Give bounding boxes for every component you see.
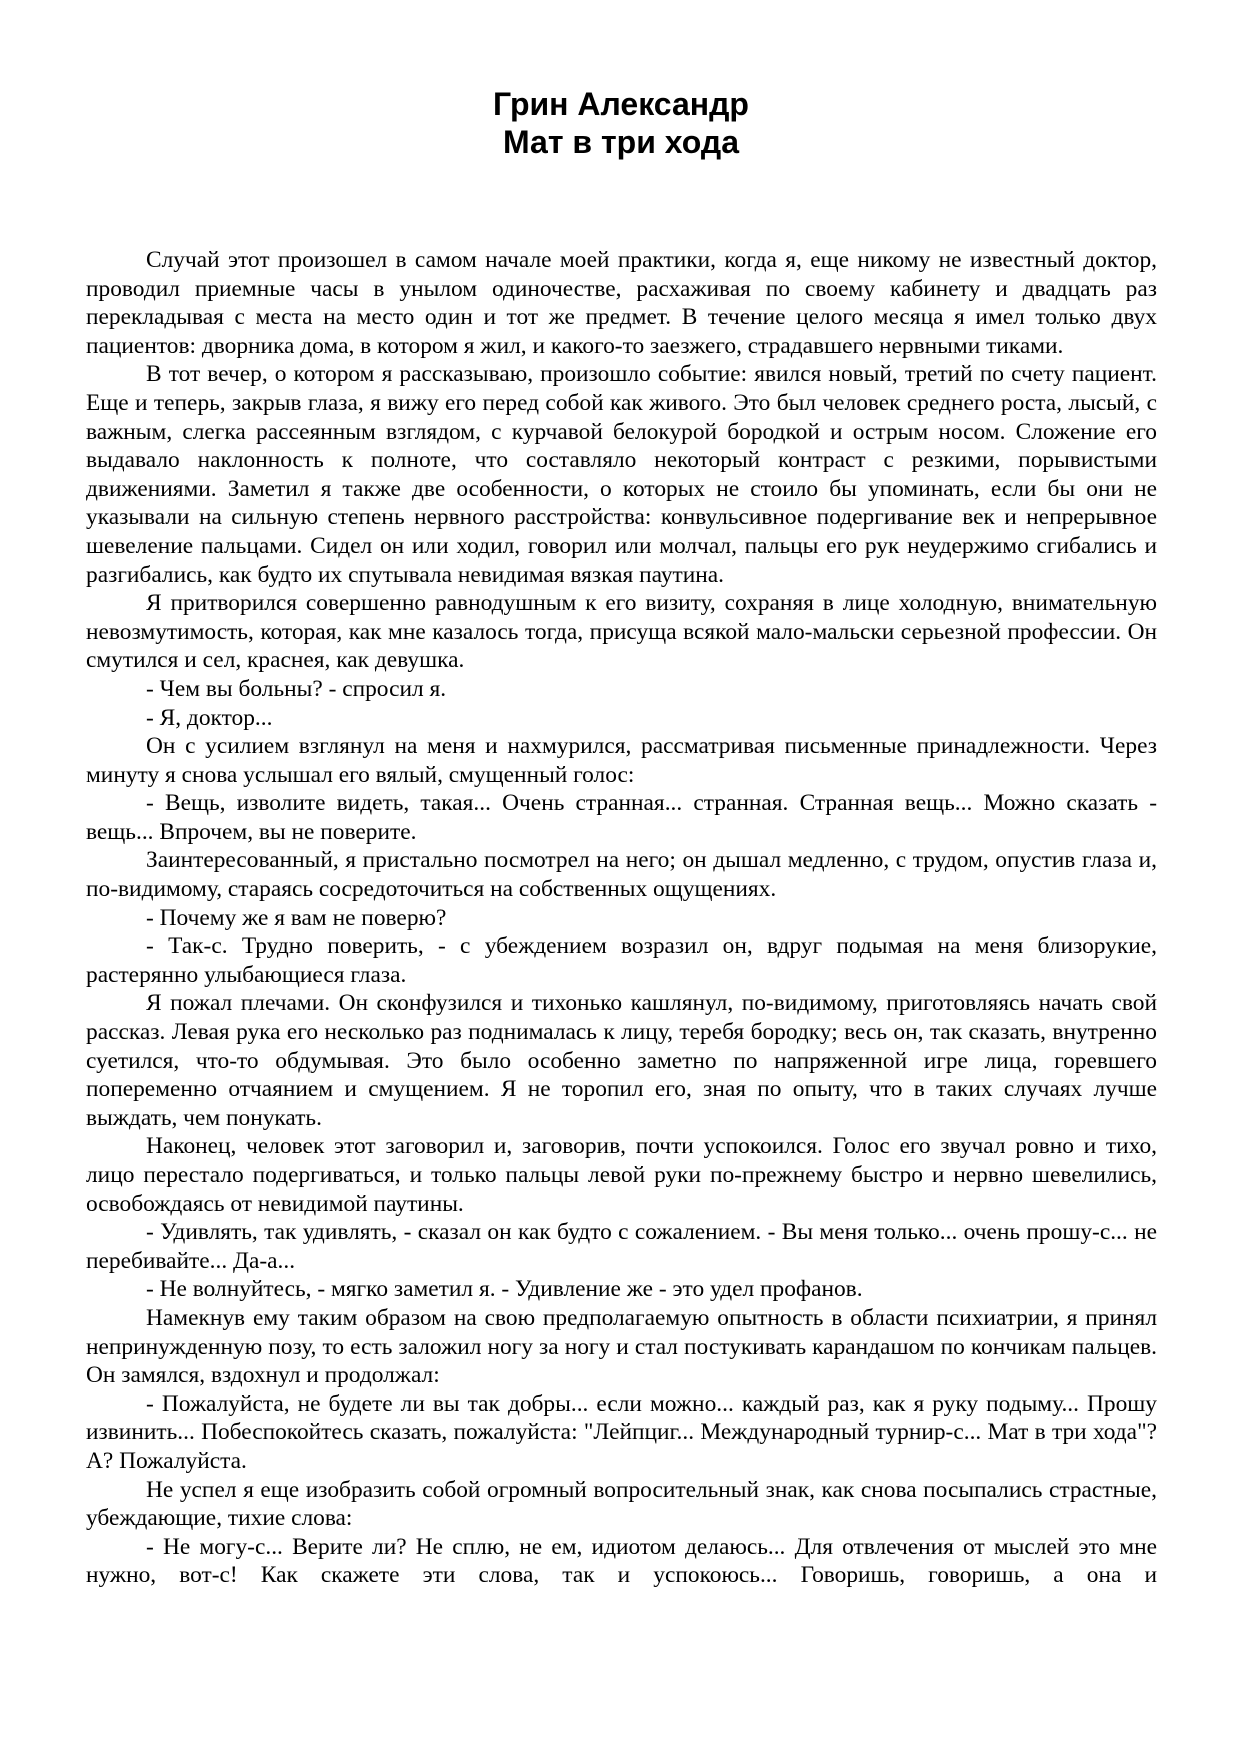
paragraph: Случай этот произошел в самом начале моей практики, когда я, еще никому не известный доктор, проводил приемные часы в унылом одиночестве, расхаживая по своему кабинету и двадцать раз перекладывая с места на место один и тот же предмет. В течение целого месяца я имел только двух пациентов: дворника дома, в котором я жил, и какого-то заезжего, страдавшего нервными тиками. <box>86 247 1157 359</box>
paragraph: Заинтересованный, я пристально посмотрел на него; он дышал медленно, с трудом, опустив глаза и, по-видимому, стараясь сосредоточиться на собственных ощущениях. <box>86 847 1157 903</box>
paragraph: - Не могу-с... Верите ли? Не сплю, не ем, идиотом делаюсь... Для отвлечения от мыслей это мне нужно, вот-с! Как скажете эти слова, так и успокоюсь... Говоришь, говоришь, а она и <box>86 1533 1157 1589</box>
paragraph: - Удивлять, так удивлять, - сказал он как будто с сожалением. - Вы меня только... очень прошу-с... не перебивайте... Да-а... <box>86 1219 1157 1274</box>
body-text <box>86 246 1157 1590</box>
paragraph: Намекнув ему таким образом на свою предполагаемую опытность в области психиатрии, я принял непринужденную позу, то есть заложил ногу за ногу и стал постукивать карандашом по кончикам пальцев. Он замялся, вздохнул и продолжал: <box>86 1304 1157 1389</box>
paragraph: - Так-с. Трудно поверить, - с убеждением возразил он, вдруг подымая на меня близорукие, растерянно улыбающиеся глаза. <box>86 933 1157 988</box>
paragraph: - Не волнуйтесь, - мягко заметил я. - Удивление же - это удел профанов. <box>146 1276 863 1303</box>
paragraph: Я пожал плечами. Он сконфузился и тихонько кашлянул, по-видимому, приготовляясь начать свой рассказ. Левая рука его несколько раз поднималась к лицу, теребя бородку; весь он, так сказать, внутренно суетился, что-то обдумывая. Это было особенно заметно по напряженной игре лица, горевшего попеременно отчаянием и смущением. Я не торопил его, зная по опыту, что в таких случаях лучше выждать, чем понукать. <box>86 990 1157 1131</box>
author-name: Грин Александр <box>493 86 749 122</box>
paragraph: В тот вечер, о котором я рассказываю, произошло событие: явился новый, третий по счету пациент. Еще и теперь, закрыв глаза, я вижу его перед собой как живого. Это был человек среднего роста, лысый, с важным, слегка рассеянным взглядом, с курчавой белокурой бородкой и острым носом. Сложение его выдавало наклонность к полноте, что составляло некоторый контраст с резкими, порывистыми движениями. Заметил я также две особенности, о которых не стоило бы упоминать, если бы они не указывали на сильную степень нервного расстройства: конвульсивное подергивание век и непрерывное шевеление пальцами. Сидел он или ходил, говорил или молчал, пальцы его рук неудержимо сгибались и разгибались, как будто их спутывала невидимая вязкая паутина. <box>86 361 1157 588</box>
paragraph: - Пожалуйста, не будете ли вы так добры... если можно... каждый раз, как я руку подыму... Прошу извинить... Побеспокойтесь сказать, пожалуйста: "Лейпциг... Международный турнир-с... Мат в три хода"? А? Пожалуйста. <box>86 1390 1157 1474</box>
paragraph: - Вещь, изволите видеть, такая... Очень странная... странная. Странная вещь... Можно сказать - вещь... Впрочем, вы не поверите. <box>86 790 1157 845</box>
title-block <box>0 85 1242 161</box>
story-title: Мат в три хода <box>503 124 739 160</box>
paragraph: Он с усилием взглянул на меня и нахмурился, рассматривая письменные принадлежности. Через минуту я снова услышал его вялый, смущенный голос: <box>86 733 1157 788</box>
paragraph: - Я, доктор... <box>146 704 273 731</box>
paragraph: Наконец, человек этот заговорил и, заговорив, почти успокоился. Голос его звучал ровно и тихо, лицо перестало подергиваться, и только пальцы левой руки по-прежнему быстро и нервно шевелились, освобождаясь от невидимой паутины. <box>86 1133 1157 1217</box>
paragraph: Я притворился совершенно равнодушным к его визиту, сохраняя в лице холодную, внимательную невозмутимость, которая, как мне казалось тогда, присуща всякой мало-мальски серьезной профессии. Он смутился и сел, краснея, как девушка. <box>86 590 1157 674</box>
paragraph: - Чем вы больны? - спросил я. <box>146 675 447 702</box>
paragraph: - Почему же я вам не поверю? <box>146 904 447 931</box>
paragraph: Не успел я еще изобразить собой огромный вопросительный знак, как снова посыпались страстные, убеждающие, тихие слова: <box>86 1476 1157 1532</box>
